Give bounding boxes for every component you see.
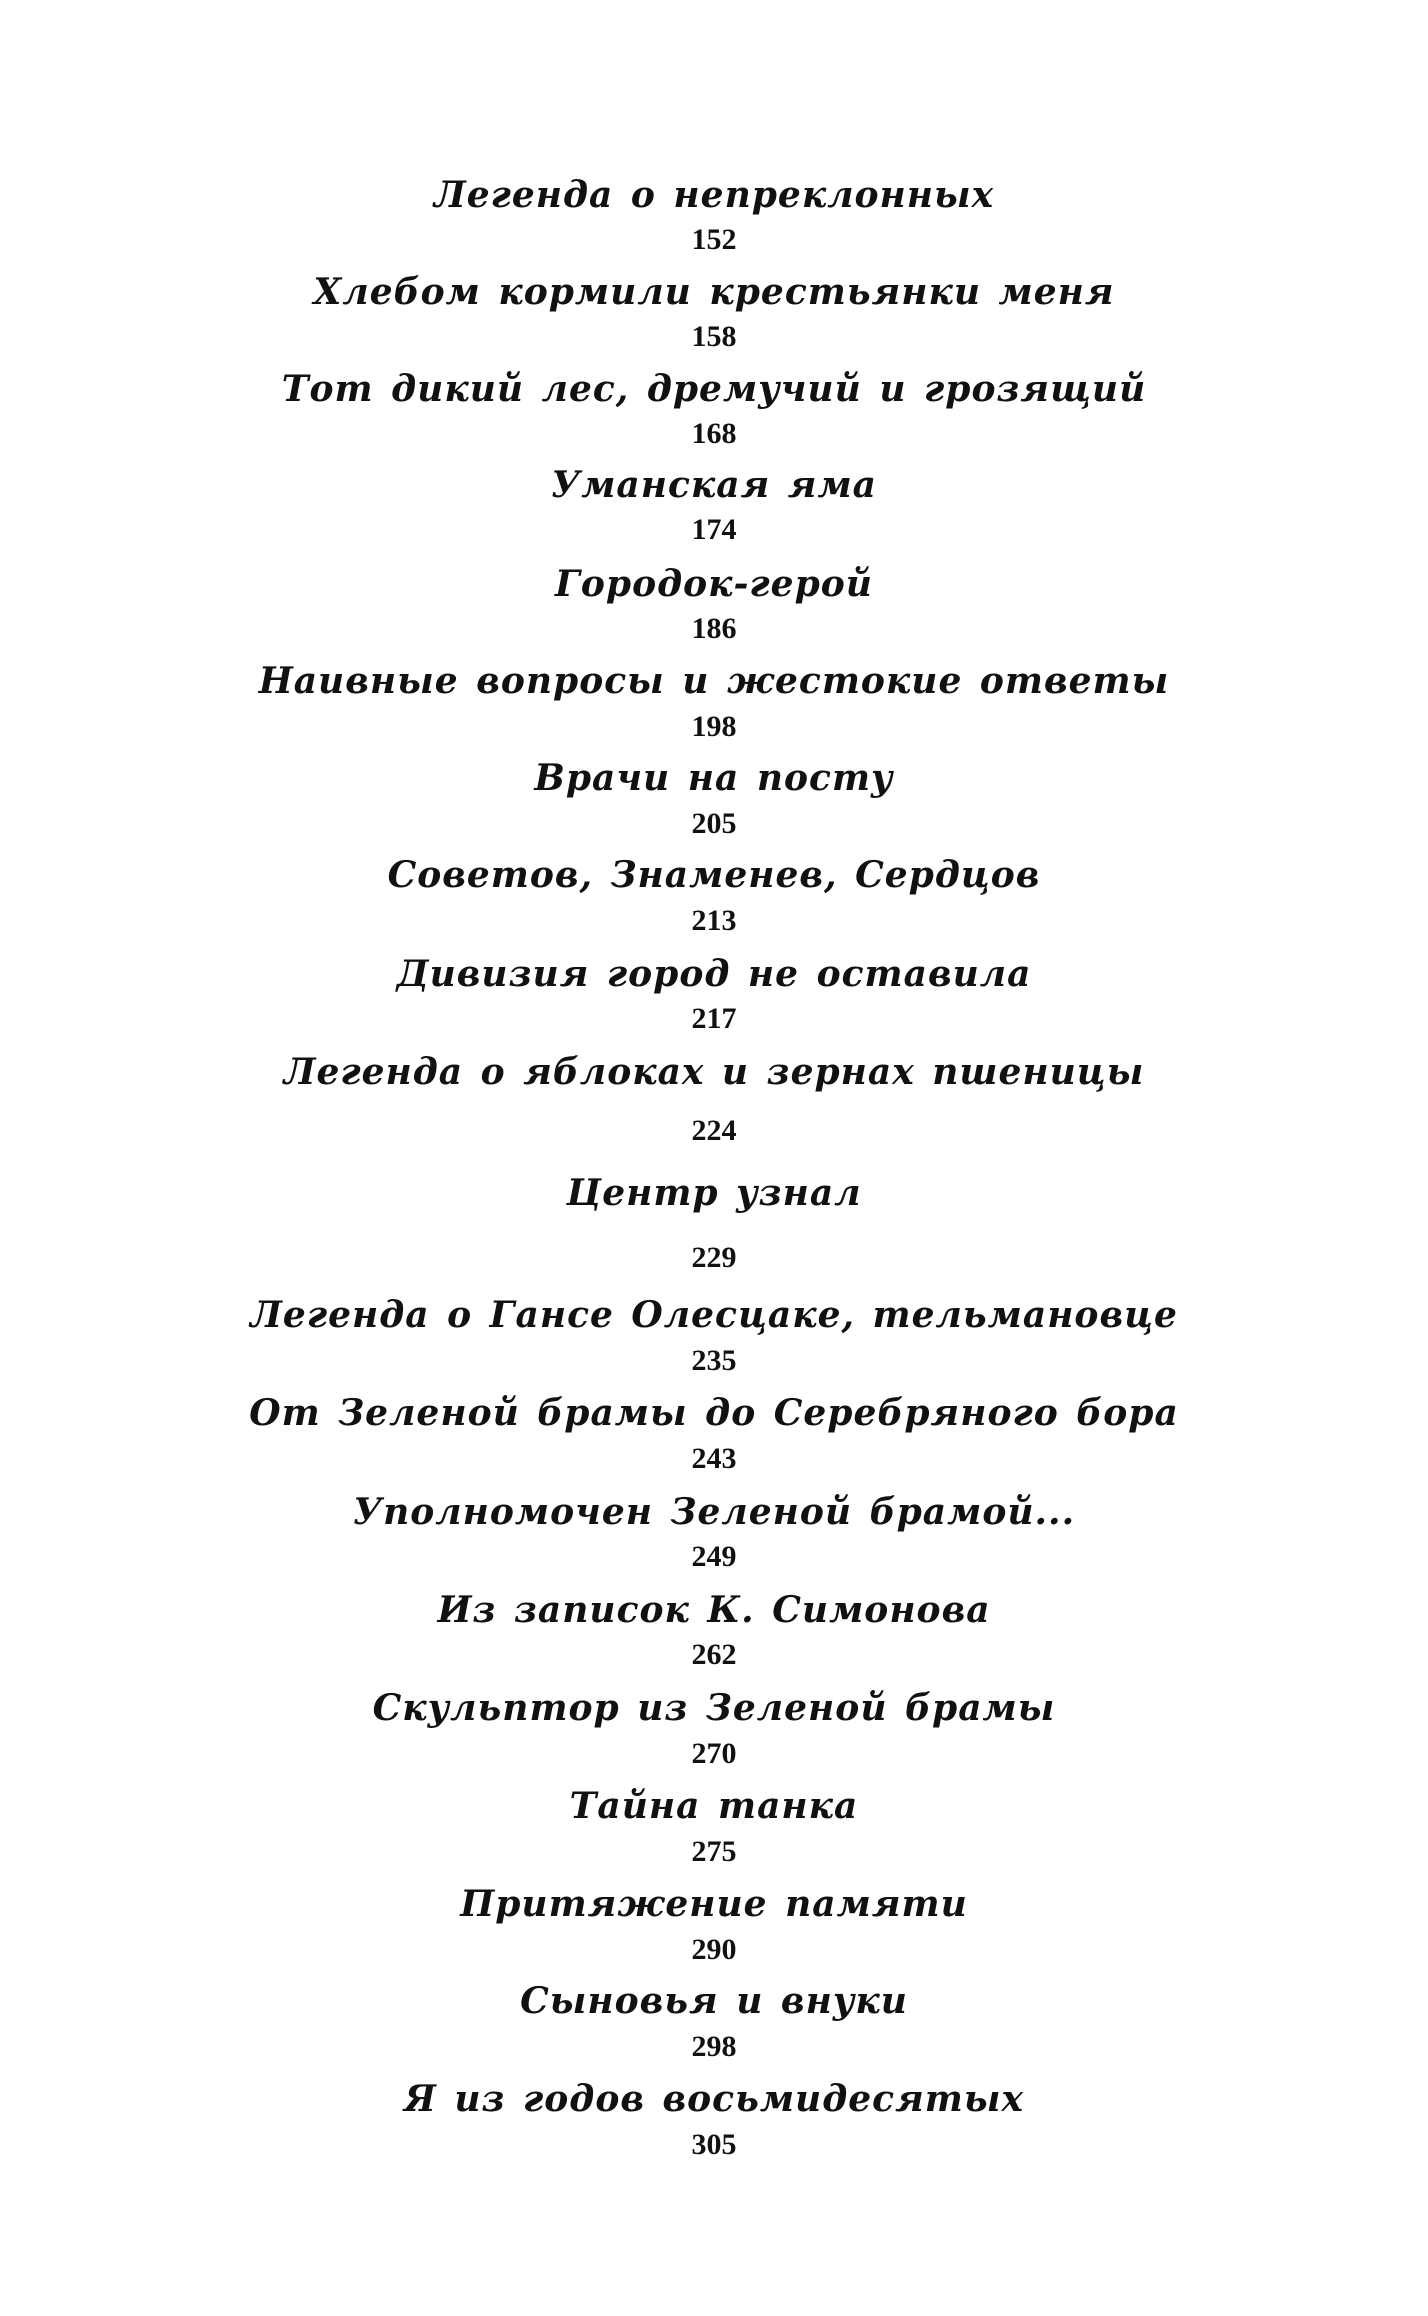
- toc-entry-page: 275: [691, 1835, 737, 1868]
- toc-entry-title: Хлебом кормили крестьянки меня: [313, 271, 1115, 313]
- toc-entry-title: Легенда о непреклонных: [433, 174, 995, 216]
- toc-entry-title: Легенда о Гансе Олесцаке, тельмановце: [250, 1294, 1178, 1336]
- toc-entry-title: Дивизия город не оставила: [396, 953, 1032, 995]
- toc-entry-page: 249: [691, 1540, 737, 1573]
- toc-entry-title: Врачи на посту: [534, 757, 894, 799]
- toc-entry-title: Тайна танка: [569, 1785, 859, 1827]
- toc-entry-title: Сыновья и внуки: [520, 1980, 908, 2022]
- toc-entry-title: Я из годов восьмидесятых: [404, 2078, 1024, 2120]
- toc-entry-page: 158: [691, 320, 737, 353]
- toc-entry-page: 262: [691, 1638, 737, 1671]
- toc-entry-page: 168: [691, 417, 737, 450]
- toc-entry-page: 235: [691, 1344, 737, 1377]
- toc-entry-page: 152: [691, 223, 737, 256]
- toc-entry-page: 270: [691, 1737, 737, 1770]
- toc-entry-page: 213: [691, 904, 737, 937]
- toc-entry-page: 198: [691, 710, 737, 743]
- toc-entry-title: Городок-герой: [555, 563, 873, 605]
- toc-entry-title: От Зеленой брамы до Серебряного бора: [249, 1392, 1179, 1434]
- toc-entry-title: Уполномочен Зеленой брамой...: [352, 1491, 1076, 1533]
- toc-entry-page: 186: [691, 612, 737, 645]
- toc-entry-title: Наивные вопросы и жестокие ответы: [258, 660, 1170, 702]
- toc-entry-title: Центр узнал: [566, 1172, 862, 1214]
- toc-entry-page: 174: [691, 513, 737, 546]
- toc-entry-page: 229: [691, 1241, 737, 1274]
- toc-entry-page: 243: [691, 1442, 737, 1475]
- toc-entry-page: 305: [691, 2128, 737, 2161]
- toc-entry-page: 205: [691, 807, 737, 840]
- toc-entry-title: Тот дикий лес, дремучий и грозящий: [281, 368, 1147, 410]
- toc-entry-page: 298: [691, 2030, 737, 2063]
- toc-entry-title: Советов, Знаменев, Сердцов: [387, 854, 1041, 896]
- toc-entry-title: Скульптор из Зеленой брамы: [372, 1687, 1056, 1729]
- toc-entry-page: 224: [691, 1114, 737, 1147]
- toc-entry-page: 217: [691, 1002, 737, 1035]
- toc-entry-title: Притяжение памяти: [460, 1883, 968, 1925]
- toc-entry-title: Легенда о яблоках и зернах пшеницы: [283, 1051, 1145, 1093]
- toc-entry-title: Из записок К. Симонова: [437, 1589, 991, 1631]
- toc-entry-title: Уманская яма: [550, 464, 877, 506]
- toc-entry-page: 290: [691, 1933, 737, 1966]
